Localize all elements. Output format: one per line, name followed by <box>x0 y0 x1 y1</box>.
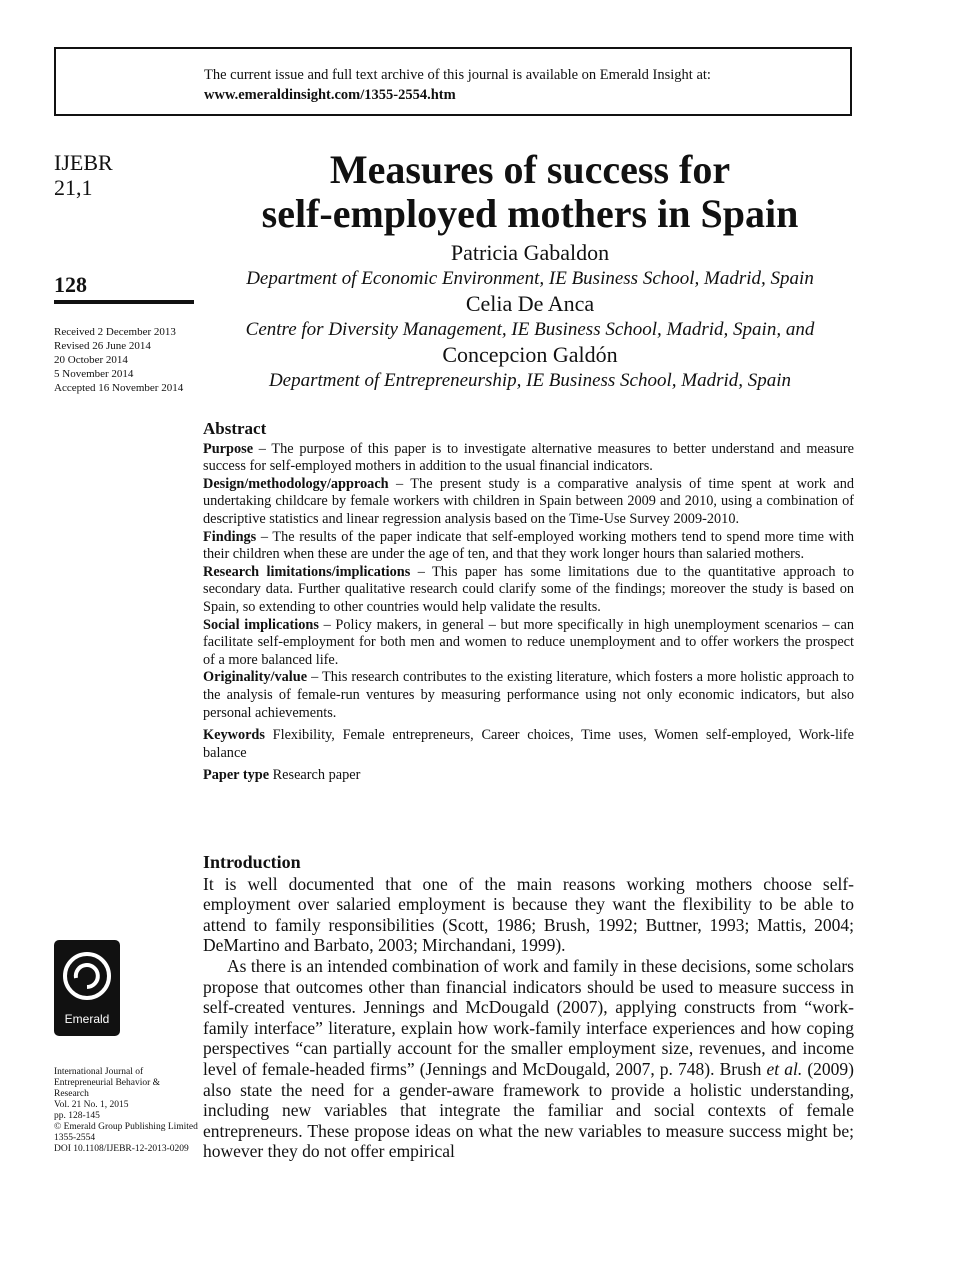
journal-archive-banner <box>54 47 852 116</box>
date-revised-3: 5 November 2014 <box>54 368 134 380</box>
originality-text: – This research contributes to the existing literature, which fosters a more holistic approach to the analysis of female-run ventures by measuring performance using not only economic indicators, but also personal achievements. <box>203 669 854 721</box>
article-title <box>200 148 860 236</box>
findings-label: Findings <box>203 528 257 545</box>
paper-type-text: Research paper <box>269 767 361 784</box>
page-number: 128 <box>54 272 87 297</box>
introduction-section <box>203 852 854 1162</box>
design-text: – The present study is a comparative analysis of time spent at work and undertaking childcare by female workers with children in Spain between 2009 and 2010, using a combination of descriptive statistics and linear regression analysis based on the Time-Use Survey 2009-2010. <box>203 475 854 527</box>
date-revised: Revised 26 June 2014 <box>54 340 151 352</box>
emerald-logo-icon <box>54 940 120 1012</box>
design-label: Design/methodology/approach <box>203 475 389 492</box>
pubinfo-line: © Emerald Group Publishing Limited <box>54 1122 198 1132</box>
limitations-label: Research limitations/implications <box>203 563 411 580</box>
abstract-social <box>203 617 854 670</box>
intro-paragraph-1: It is well documented that one of the main reasons working mothers choose self-employment over salaried employment is because they want the flexibility to be able to attend to family responsibilities (Scott, 1986; Brush, 1992; Buttner, 1993; Mattis, 2004; DeMartino and Barbato, 2003; Mirchandani, 1999). <box>203 873 854 956</box>
abstract-heading: Abstract <box>203 419 267 438</box>
emerald-logo-text: Emerald <box>64 1012 110 1026</box>
intro-paragraph-2 <box>203 956 854 1162</box>
abstract-keywords <box>203 727 854 762</box>
pubinfo-line: Vol. 21 No. 1, 2015 <box>54 1100 129 1110</box>
abstract-findings <box>203 529 854 564</box>
author-name: Concepcion Galdón <box>442 342 618 367</box>
intro-paragraph-2-part-a: As there is an intended combination of work and family in these decisions, some scholars propose that outcomes other than financial indicators should be used to measure success in self-created ventures. Jennings and McDougald (2007), applying constructs from “work-family interface” literature, explain how work-family interface experiences and how coping perspectives “can partially account for the smaller employment size, revenues, and income level of female-headed firms” (Jennings and McDougald, 2007, p. 748). Brush <box>203 955 854 1079</box>
intro-paragraph-2-part-b: (2009) also state the need for a gender-aware framework to provide a holistic understanding, including new variables that integrate the familiar and social contexts of female entrepreneurs. These propose ideas on what the new variables to measure success might be; however they do not offer empirical <box>203 1058 855 1162</box>
originality-label: Originality/value <box>203 669 308 686</box>
purpose-text: – The purpose of this paper is to investigate alternative measures to better understand and measure success for self-employed mothers in addition to the usual financial indicators. <box>203 440 854 475</box>
introduction-heading: Introduction <box>203 852 301 872</box>
title-line-2: self-employed mothers in Spain <box>261 191 799 236</box>
abstract-purpose <box>203 441 854 476</box>
author-affiliation: Department of Entrepreneurship, IE Business School, Madrid, Spain <box>268 370 792 391</box>
abstract-paper-type <box>203 767 854 785</box>
abstract-limitations <box>203 564 854 617</box>
pubinfo-doi: DOI 10.1108/IJEBR-12-2013-0209 <box>54 1144 189 1154</box>
emerald-logo <box>54 940 120 1036</box>
purpose-label: Purpose <box>203 440 254 457</box>
author-affiliation: Department of Economic Environment, IE Business School, Madrid, Spain <box>246 268 814 289</box>
abstract-originality <box>203 669 854 722</box>
social-text: – Policy makers, in general – but more specifically in high unemployment scenarios – can facilitate self-employment for both men and women to reduce unemployment and to offer workers the prospect of a more balanced life. <box>203 616 854 668</box>
pubinfo-line: International Journal of <box>54 1067 144 1077</box>
pubinfo-line: 1355-2554 <box>54 1133 96 1143</box>
banner-text: The current issue and full text archive of this journal is available on Emerald Insight at: <box>204 67 711 83</box>
author-name: Patricia Gabaldon <box>450 240 610 265</box>
journal-volume: 21,1 <box>54 175 93 200</box>
social-label: Social implications <box>203 616 319 633</box>
keywords-text: Flexibility, Female entrepreneurs, Career choices, Time uses, Women self-employed, Work-life balance <box>203 727 854 761</box>
keywords-label: Keywords <box>203 727 265 744</box>
page-number-rule <box>54 300 194 304</box>
date-revised-2: 20 October 2014 <box>54 354 128 366</box>
publication-info <box>54 1067 200 1155</box>
banner-url-link[interactable]: www.emeraldinsight.com/1355-2554.htm <box>204 87 456 103</box>
abstract-design <box>203 476 854 529</box>
date-received: Received 2 December 2013 <box>54 326 176 338</box>
author-name: Celia De Anca <box>465 291 595 316</box>
author-affiliation: Centre for Diversity Management, IE Business School, Madrid, Spain, and <box>245 319 815 340</box>
title-line-1: Measures of success for <box>329 147 731 192</box>
pubinfo-line: Research <box>54 1089 89 1099</box>
paper-type-label: Paper type <box>203 767 270 784</box>
author-block <box>200 240 860 393</box>
findings-text: – The results of the paper indicate that self-employed working mothers tend to spend more time with their children when these are under the age of ten, and that they work longer hours than salaried mothers. <box>203 528 854 563</box>
date-accepted: Accepted 16 November 2014 <box>54 382 184 394</box>
submission-dates <box>54 325 183 395</box>
journal-abbreviation: IJEBR <box>54 150 113 175</box>
pubinfo-line: Entrepreneurial Behavior & <box>54 1078 161 1088</box>
pubinfo-line: pp. 128-145 <box>54 1111 100 1121</box>
abstract-section <box>203 420 854 785</box>
limitations-text: – This paper has some limitations due to the quantitative approach to secondary data. Further qualitative research could clarify some of the findings; moreover the study is based on Spain, so extending to other countries would help validate the results. <box>203 563 854 615</box>
intro-et-al: et al. <box>766 1058 803 1079</box>
journal-code <box>54 150 113 200</box>
